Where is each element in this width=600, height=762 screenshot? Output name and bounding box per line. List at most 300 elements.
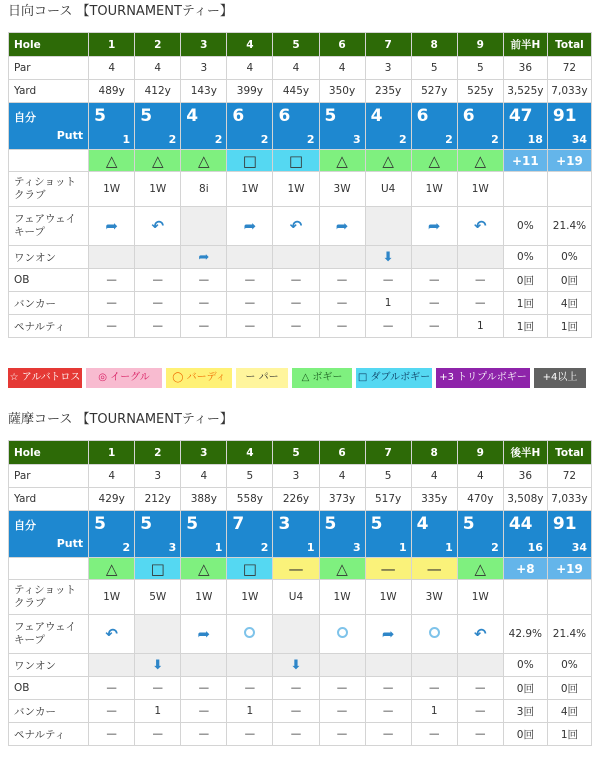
course-title: 薩摩コース 【TOURNAMENTティー】 xyxy=(8,412,233,427)
fairway-total: 21.4% xyxy=(547,615,591,654)
fairway-empty xyxy=(181,207,227,246)
yard-row-cell: 212y xyxy=(135,488,181,511)
arrow-icon: ➦ xyxy=(243,217,257,235)
putt-count: 3 xyxy=(352,133,361,146)
putt-count: 1 xyxy=(122,133,131,146)
yard-row-total: 7,033y xyxy=(547,488,591,511)
yard-row-cell: 429y xyxy=(89,488,135,511)
penalty-row-cell: — xyxy=(319,315,365,338)
one-on-cell xyxy=(273,654,319,677)
yard-row-cell: 412y xyxy=(135,80,181,103)
score-cell xyxy=(319,511,365,558)
one-on-cell xyxy=(89,246,135,269)
yard-row-cell: 235y xyxy=(365,80,411,103)
ob-row-cell: — xyxy=(89,269,135,292)
result-bogey-icon: △ xyxy=(457,558,503,580)
par-row-cell: 4 xyxy=(457,465,503,488)
penalty-row-cell: — xyxy=(319,723,365,746)
hole-number: 2 xyxy=(135,33,181,57)
legend-item: ☆ アルバトロス xyxy=(8,368,82,388)
arrow-icon: ↶ xyxy=(289,217,303,235)
tee-club-row-cell: U4 xyxy=(365,172,411,207)
arrow-icon: ➦ xyxy=(105,217,118,235)
stroke-count: 4 xyxy=(416,514,429,534)
tee-club-row-cell: 1W xyxy=(411,172,457,207)
par-row-cell: 5 xyxy=(365,465,411,488)
half-header: 後半H xyxy=(503,441,547,465)
bunker-row xyxy=(9,292,592,315)
stroke-count: 4 xyxy=(186,106,199,126)
ob-row-sub: 0回 xyxy=(503,269,547,292)
bunker-row-cell: 1 xyxy=(411,700,457,723)
par-row-cell: 4 xyxy=(411,465,457,488)
tee-club-row xyxy=(9,580,592,615)
score-cell xyxy=(227,511,273,558)
arrow-icon: ↶ xyxy=(105,625,118,643)
tee-club-row-cell: 1W xyxy=(273,172,319,207)
stroke-count: 5 xyxy=(462,514,475,534)
putt-count: 2 xyxy=(399,133,407,146)
hole-number: 1 xyxy=(89,441,135,465)
ob-row xyxy=(9,677,592,700)
total-score-strokes: 91 xyxy=(552,514,577,534)
bunker-row-cell: — xyxy=(365,700,411,723)
score-cell xyxy=(89,103,135,150)
ob-row-cell: — xyxy=(457,677,503,700)
fairway-hit-icon xyxy=(319,615,365,654)
down-arrow-icon: ⬇ xyxy=(382,249,394,265)
par-row-cell: 4 xyxy=(89,57,135,80)
tee-club-row-cell: 1W xyxy=(89,172,135,207)
ob-row-cell: — xyxy=(181,269,227,292)
hole-header-row xyxy=(9,33,592,57)
tee-club-row-label: ティショット クラブ xyxy=(9,580,89,615)
player-label: 自分 xyxy=(14,519,36,532)
legend-item: ー パー xyxy=(236,368,288,388)
result-double-icon: □ xyxy=(227,150,273,172)
yard-row-cell: 489y xyxy=(89,80,135,103)
one-on-total: 0% xyxy=(547,654,591,677)
legend-item: ◎ イーグル xyxy=(86,368,162,388)
penalty-row-cell: — xyxy=(227,723,273,746)
hole-number: 9 xyxy=(457,441,503,465)
putt-count: 3 xyxy=(168,541,177,554)
penalty-row-cell: — xyxy=(135,315,181,338)
yard-row-cell: 445y xyxy=(273,80,319,103)
tee-club-row xyxy=(9,172,592,207)
score-cell xyxy=(273,103,319,150)
score-cell xyxy=(135,511,181,558)
bunker-row xyxy=(9,700,592,723)
bunker-row-cell: — xyxy=(181,292,227,315)
yard-row-cell: 143y xyxy=(181,80,227,103)
hole-number: 3 xyxy=(181,441,227,465)
bunker-row-cell: 1 xyxy=(135,700,181,723)
score-cell xyxy=(273,511,319,558)
penalty-row-cell: — xyxy=(181,315,227,338)
total-score xyxy=(547,103,591,150)
stroke-count: 5 xyxy=(370,514,383,534)
hole-number: 8 xyxy=(411,441,457,465)
half-over-par: +8 xyxy=(503,558,547,580)
ob-row-cell: — xyxy=(319,269,365,292)
tee-club-row-cell: 1W xyxy=(457,172,503,207)
half-over-par: +11 xyxy=(503,150,547,172)
fairway-left-arrow-icon xyxy=(135,207,181,246)
putt-count: 2 xyxy=(260,541,269,554)
ob-row-cell: — xyxy=(135,677,181,700)
half-score-strokes: 44 xyxy=(508,514,533,534)
fairway-left-arrow-icon xyxy=(89,615,135,654)
score-row xyxy=(9,511,592,558)
hole-number: 5 xyxy=(273,441,319,465)
putt-label: Putt xyxy=(56,537,84,550)
result-par-icon: — xyxy=(365,558,411,580)
tee-club-row-cell: 1W xyxy=(365,580,411,615)
fairway-left-arrow-icon xyxy=(457,207,503,246)
putt-count: 1 xyxy=(399,541,407,554)
tee-club-row-total xyxy=(547,580,591,615)
par-row-label: Par xyxy=(9,57,89,80)
result-bogey-icon: △ xyxy=(457,150,503,172)
hole-number: 7 xyxy=(365,441,411,465)
result-bogey-icon: △ xyxy=(365,150,411,172)
ob-row-cell: — xyxy=(411,677,457,700)
tee-club-row-cell: 8i xyxy=(181,172,227,207)
yard-row-cell: 558y xyxy=(227,488,273,511)
tee-club-row-cell: 1W xyxy=(89,580,135,615)
ob-row-cell: — xyxy=(411,269,457,292)
fairway-row xyxy=(9,207,592,246)
player-label: 自分 xyxy=(14,111,36,124)
penalty-row-cell: 1 xyxy=(457,315,503,338)
bunker-row-label: バンカー xyxy=(9,700,89,723)
yard-row-cell: 335y xyxy=(411,488,457,511)
scorecard-table xyxy=(8,32,592,338)
one-on-cell xyxy=(319,654,365,677)
fairway-right-arrow-icon xyxy=(319,207,365,246)
hole-number: 2 xyxy=(135,441,181,465)
one-on-cell xyxy=(181,654,227,677)
fairway-total: 21.4% xyxy=(547,207,591,246)
putt-count: 2 xyxy=(306,133,315,146)
par-row-total: 72 xyxy=(547,465,591,488)
hole-number: 5 xyxy=(273,33,319,57)
stroke-count: 5 xyxy=(140,106,153,126)
half-header: 前半H xyxy=(503,33,547,57)
arrow-icon: ↶ xyxy=(474,625,487,643)
penalty-row-cell: — xyxy=(411,723,457,746)
yard-row-cell: 527y xyxy=(411,80,457,103)
par-row xyxy=(9,465,592,488)
one-on-cell xyxy=(273,246,319,269)
putt-count: 3 xyxy=(352,541,361,554)
par-row-cell: 4 xyxy=(319,465,365,488)
yard-row-label: Yard xyxy=(9,488,89,511)
half-score-strokes: 47 xyxy=(508,106,533,126)
one-on-cell xyxy=(411,654,457,677)
arrow-icon: ➦ xyxy=(335,217,349,235)
putt-count: 2 xyxy=(168,133,177,146)
penalty-row-cell: — xyxy=(227,315,273,338)
putt-count: 2 xyxy=(122,541,131,554)
arrow-icon: ↶ xyxy=(474,217,487,235)
penalty-row-cell: — xyxy=(411,315,457,338)
par-row xyxy=(9,57,592,80)
result-bogey-icon: △ xyxy=(411,150,457,172)
putt-count: 1 xyxy=(445,541,453,554)
tee-club-row-sub xyxy=(503,172,547,207)
hole-number: 3 xyxy=(181,33,227,57)
legend-item: △ ボギー xyxy=(292,368,352,388)
fairway-hit-icon xyxy=(227,615,273,654)
ob-row-cell: — xyxy=(273,677,319,700)
half-score-putts: 16 xyxy=(527,541,543,554)
arrow-icon: ➦ xyxy=(427,217,441,235)
fairway-sub: 0% xyxy=(503,207,547,246)
penalty-row-label: ペナルティ xyxy=(9,723,89,746)
penalty-row xyxy=(9,723,592,746)
result-row xyxy=(9,150,592,172)
course-title: 日向コース 【TOURNAMENTティー】 xyxy=(8,4,233,19)
stroke-count: 7 xyxy=(232,514,245,534)
one-on-row xyxy=(9,654,592,677)
fairway-empty xyxy=(365,207,411,246)
putt-count: 2 xyxy=(491,133,499,146)
score-cell xyxy=(135,103,181,150)
fairway-label: フェアウェイ キープ xyxy=(9,207,89,246)
putt-count: 2 xyxy=(214,133,223,146)
right-arrow-icon: ➦ xyxy=(198,249,210,265)
one-on-cell xyxy=(411,246,457,269)
stroke-count: 6 xyxy=(462,106,475,126)
par-row-cell: 5 xyxy=(457,57,503,80)
fairway-right-arrow-icon xyxy=(89,207,135,246)
bunker-row-cell: — xyxy=(457,292,503,315)
fairway-left-arrow-icon xyxy=(457,615,503,654)
score-cell xyxy=(181,103,227,150)
fairway-row xyxy=(9,615,592,654)
penalty-row-cell: — xyxy=(273,723,319,746)
bunker-row-cell: — xyxy=(273,700,319,723)
ob-row-cell: — xyxy=(365,269,411,292)
ob-row-cell: — xyxy=(181,677,227,700)
result-label xyxy=(9,558,89,580)
tee-club-row-cell: 5W xyxy=(135,580,181,615)
par-row-cell: 3 xyxy=(365,57,411,80)
hole-number: 8 xyxy=(411,33,457,57)
par-row-cell: 4 xyxy=(89,465,135,488)
half-score-putts: 18 xyxy=(527,133,543,146)
hole-header-label: Hole xyxy=(9,441,89,465)
yard-row-sub: 3,525y xyxy=(503,80,547,103)
one-on-cell xyxy=(135,654,181,677)
score-cell xyxy=(411,511,457,558)
par-row-cell: 3 xyxy=(273,465,319,488)
stroke-count: 4 xyxy=(370,106,383,126)
yard-row-cell: 525y xyxy=(457,80,503,103)
ob-row-cell: — xyxy=(227,269,273,292)
result-double-icon: □ xyxy=(227,558,273,580)
score-cell xyxy=(319,103,365,150)
one-on-cell xyxy=(227,654,273,677)
arrow-icon: ➦ xyxy=(381,625,395,643)
result-bogey-icon: △ xyxy=(319,558,365,580)
stroke-count: 3 xyxy=(278,514,291,534)
score-cell xyxy=(181,511,227,558)
bunker-row-cell: 1 xyxy=(227,700,273,723)
score-cell xyxy=(411,103,457,150)
one-on-cell xyxy=(181,246,227,269)
bunker-row-total: 4回 xyxy=(547,700,591,723)
penalty-row-cell: — xyxy=(365,315,411,338)
yard-row-cell: 399y xyxy=(227,80,273,103)
stroke-count: 5 xyxy=(186,514,199,534)
ob-row-label: OB xyxy=(9,269,89,292)
tee-club-row-cell: 1W xyxy=(319,580,365,615)
result-bogey-icon: △ xyxy=(135,150,181,172)
one-on-cell xyxy=(227,246,273,269)
one-on-cell xyxy=(135,246,181,269)
result-par-icon: — xyxy=(273,558,319,580)
half-score xyxy=(503,103,547,150)
ob-row xyxy=(9,269,592,292)
bunker-row-cell: — xyxy=(457,700,503,723)
penalty-row-cell: — xyxy=(89,315,135,338)
fairway-hit-icon xyxy=(411,615,457,654)
fairway-left-arrow-icon xyxy=(273,207,319,246)
ob-row-cell: — xyxy=(135,269,181,292)
ring-icon xyxy=(337,627,348,638)
tee-club-row-cell: 1W xyxy=(181,580,227,615)
ob-row-cell: — xyxy=(457,269,503,292)
yard-row-cell: 470y xyxy=(457,488,503,511)
stroke-count: 5 xyxy=(94,106,106,126)
result-label xyxy=(9,150,89,172)
par-row-cell: 4 xyxy=(135,57,181,80)
tee-club-row-cell: 3W xyxy=(319,172,365,207)
half-score xyxy=(503,511,547,558)
result-bogey-icon: △ xyxy=(89,558,135,580)
hole-number: 9 xyxy=(457,33,503,57)
par-row-label: Par xyxy=(9,465,89,488)
ob-row-total: 0回 xyxy=(547,677,591,700)
ob-row-label: OB xyxy=(9,677,89,700)
yard-row-sub: 3,508y xyxy=(503,488,547,511)
par-row-sub: 36 xyxy=(503,465,547,488)
par-row-cell: 4 xyxy=(273,57,319,80)
legend-item: +4以上 xyxy=(534,368,586,388)
result-double-icon: □ xyxy=(273,150,319,172)
one-on-row xyxy=(9,246,592,269)
bunker-row-cell: — xyxy=(227,292,273,315)
putt-count: 2 xyxy=(260,133,269,146)
hole-number: 4 xyxy=(227,33,273,57)
total-over-par: +19 xyxy=(547,150,591,172)
bunker-row-cell: — xyxy=(181,700,227,723)
ring-icon xyxy=(244,627,255,638)
tee-club-row-cell: U4 xyxy=(273,580,319,615)
one-on-sub: 0% xyxy=(503,246,547,269)
hole-number: 6 xyxy=(319,441,365,465)
one-on-cell xyxy=(365,654,411,677)
yard-row-cell: 350y xyxy=(319,80,365,103)
yard-row-total: 7,033y xyxy=(547,80,591,103)
score-cell xyxy=(457,511,503,558)
fairway-sub: 42.9% xyxy=(503,615,547,654)
fairway-empty xyxy=(273,615,319,654)
tee-club-row-total xyxy=(547,172,591,207)
legend-item: +3 トリプルボギー xyxy=(436,368,530,388)
legend-item: ◯ バーディ xyxy=(166,368,232,388)
hole-number: 4 xyxy=(227,441,273,465)
score-cell xyxy=(365,511,411,558)
score-cell xyxy=(365,103,411,150)
par-row-sub: 36 xyxy=(503,57,547,80)
one-on-cell xyxy=(89,654,135,677)
one-on-cell xyxy=(365,246,411,269)
stroke-count: 6 xyxy=(232,106,245,126)
score-legend xyxy=(8,368,592,390)
hole-header-row xyxy=(9,441,592,465)
penalty-row-cell: — xyxy=(89,723,135,746)
par-row-cell: 3 xyxy=(135,465,181,488)
one-on-total: 0% xyxy=(547,246,591,269)
ring-icon xyxy=(429,627,440,638)
bunker-row-cell: — xyxy=(135,292,181,315)
fairway-right-arrow-icon xyxy=(365,615,411,654)
ob-row-total: 0回 xyxy=(547,269,591,292)
total-score-putts: 34 xyxy=(571,541,587,554)
one-on-label: ワンオン xyxy=(9,246,89,269)
result-bogey-icon: △ xyxy=(319,150,365,172)
ob-row-cell: — xyxy=(89,677,135,700)
stroke-count: 5 xyxy=(140,514,153,534)
yard-row xyxy=(9,80,592,103)
putt-count: 1 xyxy=(306,541,315,554)
stroke-count: 6 xyxy=(416,106,429,126)
ob-row-cell: — xyxy=(227,677,273,700)
result-bogey-icon: △ xyxy=(181,150,227,172)
fairway-label: フェアウェイ キープ xyxy=(9,615,89,654)
result-par-icon: — xyxy=(411,558,457,580)
arrow-icon: ↶ xyxy=(151,217,165,235)
stroke-count: 5 xyxy=(94,514,106,534)
yard-row-cell: 226y xyxy=(273,488,319,511)
score-label xyxy=(9,511,89,558)
fairway-right-arrow-icon xyxy=(411,207,457,246)
tee-club-row-sub xyxy=(503,580,547,615)
ob-row-cell: — xyxy=(273,269,319,292)
ob-row-sub: 0回 xyxy=(503,677,547,700)
bunker-row-cell: — xyxy=(411,292,457,315)
down-arrow-icon: ⬇ xyxy=(290,657,302,673)
yard-row xyxy=(9,488,592,511)
bunker-row-sub: 3回 xyxy=(503,700,547,723)
score-cell xyxy=(227,103,273,150)
penalty-row-cell: — xyxy=(135,723,181,746)
total-header: Total xyxy=(547,33,591,57)
down-arrow-icon: ⬇ xyxy=(152,657,164,673)
total-over-par: +19 xyxy=(547,558,591,580)
penalty-row xyxy=(9,315,592,338)
result-bogey-icon: △ xyxy=(181,558,227,580)
penalty-row-sub: 0回 xyxy=(503,723,547,746)
one-on-cell xyxy=(457,654,503,677)
bunker-row-cell: — xyxy=(319,700,365,723)
score-cell xyxy=(89,511,135,558)
yard-row-label: Yard xyxy=(9,80,89,103)
